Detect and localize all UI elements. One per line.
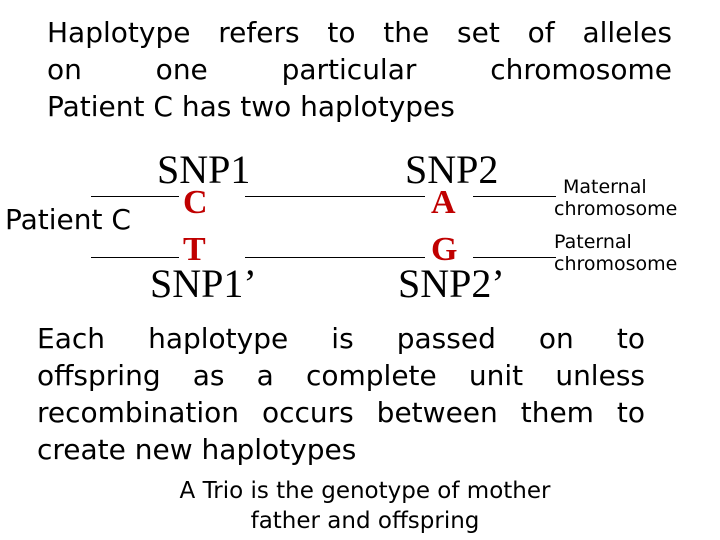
snp2-prime-label: SNP2’ bbox=[398, 261, 505, 306]
trio-note bbox=[140, 476, 590, 536]
maternal-label-line-1: Maternal bbox=[563, 176, 647, 198]
snp1-label: SNP1 bbox=[157, 147, 251, 192]
maternal-allele-snp1: C bbox=[183, 184, 208, 221]
body-line-2: offspring as a complete unit unless bbox=[37, 359, 645, 392]
body-paragraph bbox=[37, 320, 645, 468]
snp1-prime-label: SNP1’ bbox=[150, 261, 257, 306]
trio-line-1: A Trio is the genotype of mother bbox=[179, 478, 551, 504]
paternal-label-line-1: Paternal bbox=[554, 231, 632, 253]
paternal-chromosome-line-left bbox=[91, 257, 179, 258]
paternal-allele-snp2: G bbox=[431, 231, 458, 268]
maternal-label-line-2: chromosome bbox=[554, 198, 678, 220]
paternal-label-line-2: chromosome bbox=[554, 253, 678, 275]
maternal-chromosome-label bbox=[554, 176, 677, 220]
intro-line-2: on one particular chromosome bbox=[47, 53, 672, 86]
maternal-chromosome-line-left bbox=[91, 196, 179, 197]
paternal-allele-snp1: T bbox=[183, 231, 206, 268]
maternal-chromosome-line-middle bbox=[245, 196, 425, 197]
body-line-3: recombination occurs between them to bbox=[37, 396, 645, 429]
body-line-4: create new haplotypes bbox=[37, 433, 357, 466]
intro-line-3: Patient C has two haplotypes bbox=[47, 90, 455, 123]
paternal-chromosome-line-middle bbox=[245, 257, 425, 258]
paternal-chromosome-label bbox=[554, 231, 677, 275]
patient-label: Patient C bbox=[5, 203, 131, 236]
intro-paragraph bbox=[47, 14, 672, 125]
maternal-allele-snp2: A bbox=[431, 184, 456, 221]
trio-line-2: father and offspring bbox=[250, 508, 480, 534]
snp2-label: SNP2 bbox=[405, 147, 499, 192]
maternal-chromosome-line-right bbox=[473, 196, 556, 197]
body-line-1: Each haplotype is passed on to bbox=[37, 322, 645, 355]
intro-line-1: Haplotype refers to the set of alleles bbox=[47, 16, 672, 49]
paternal-chromosome-line-right bbox=[473, 257, 556, 258]
